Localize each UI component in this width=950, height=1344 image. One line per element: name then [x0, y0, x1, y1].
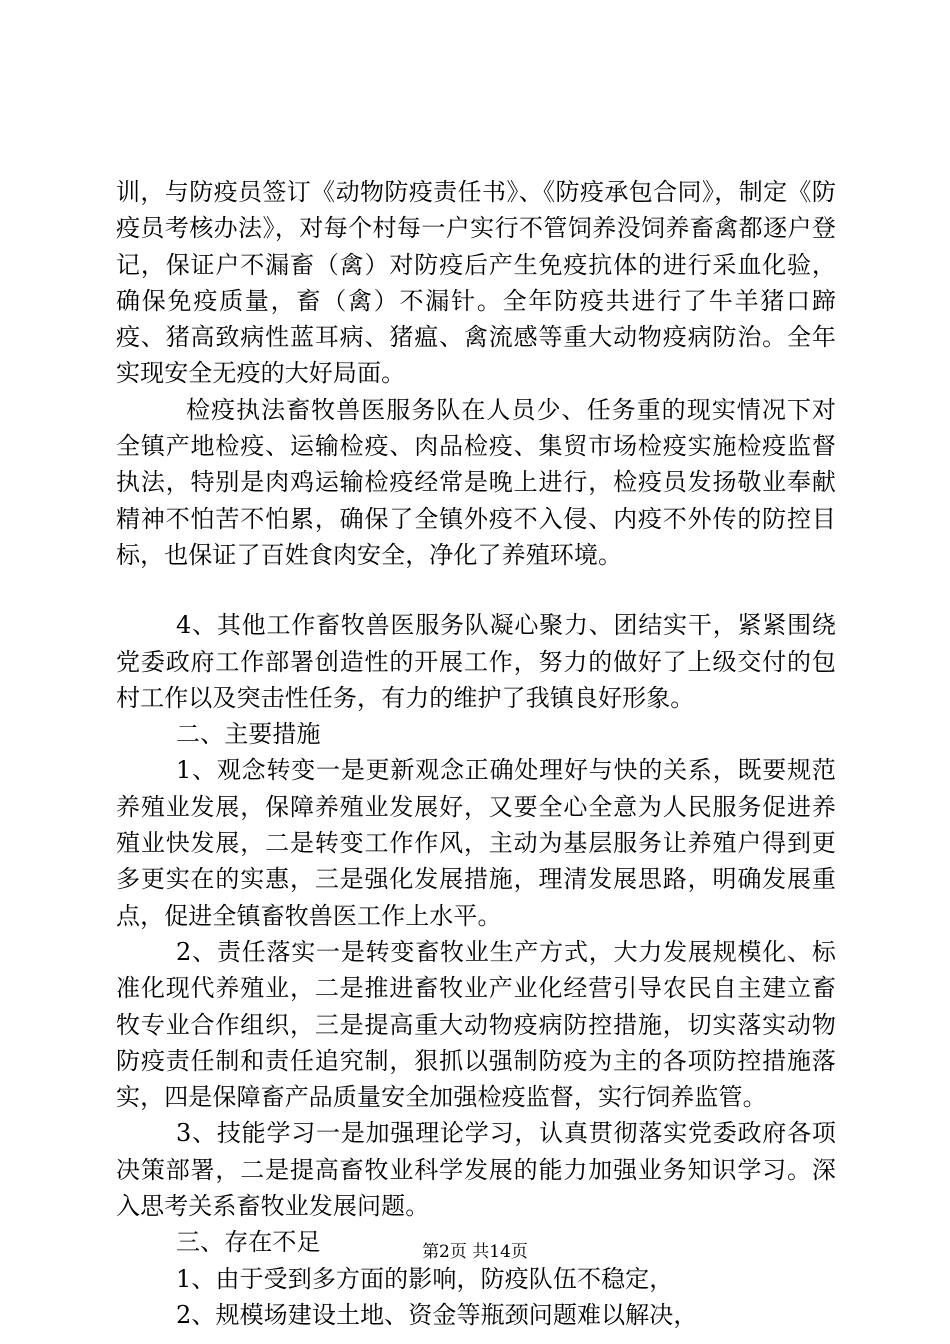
paragraph-quarantine-enforcement: 检疫执法畜牧兽医服务队在人员少、任务重的现实情况下对全镇产地检疫、运输检疫、肉品检疫、集贸市场检疫实施检疫监督执法，特别是肉鸡运输检疫经常是晚上进行，检疫员发扬敬业奉献精神不怕苦不怕累，确保了全镇外疫不入侵、内疫不外传的防控目标，也保证了百姓食肉安全，净化了养殖环境。 — [116, 395, 836, 569]
paragraph-measure-skill-learning: 3、技能学习一是加强理论学习，认真贯彻落实党委政府各项决策部署，二是提高畜牧业科学发展的能力加强业务知识学习。深入思考关系畜牧业发展问题。 — [116, 1119, 836, 1221]
paragraph-other-work: 4、其他工作畜牧兽医服务队凝心聚力、团结实干，紧紧围绕党委政府工作部署创造性的开展工作，努力的做好了上级交付的包村工作以及突击性任务，有力的维护了我镇良好形象。 — [116, 611, 836, 712]
document-body — [116, 174, 836, 1333]
paragraph-measure-concept-change: 1、观念转变一是更新观念正确处理好与快的关系，既要规范养殖业发展，保障养殖业发展好，又要全心全意为人民服务促进养殖业快发展，二是转变工作作风，主动为基层服务让养殖户得到更多更实在的实惠，三是强化发展措施，理清发展思路，明确发展重点，促进全镇畜牧兽医工作上水平。 — [116, 756, 836, 930]
section-heading-main-measures: 二、主要措施 — [176, 720, 321, 749]
paragraph-shortcoming-2: 2、规模场建设土地、资金等瓶颈问题难以解决， — [176, 1300, 698, 1329]
paragraph-measure-responsibility: 2、责任落实一是转变畜牧业生产方式，大力发展规模化、标准化现代养殖业，二是推进畜牧业产业化经营引导农民自主建立畜牧专业合作组织，三是提高重大动物疫病防控措施，切实落实动物防疫责任制和责任追究制，狠抓以强制防疫为主的各项防控措施落实，四是保障畜产品质量安全加强检疫监督，实行饲养监管。 — [116, 937, 836, 1112]
page-number-footer: 第2页 共14页 — [422, 1242, 528, 1262]
paragraph-shortcoming-1: 1、由于受到多方面的影响，防疫队伍不稳定， — [176, 1264, 674, 1293]
paragraph-gap — [116, 573, 836, 607]
section-heading-shortcomings: 三、存在不足 — [176, 1228, 321, 1257]
paragraph-continued-training: 训，与防疫员签订《动物防疫责任书》、《防疫承包合同》，制定《防疫员考核办法》，对每个村每一户实行不管饲养没饲养畜禽都逐户登记，保证户不漏畜（禽）对防疫后产生免疫抗体的进行采血化验，确保免疫质量，畜（禽）不漏针。全年防疫共进行了牛羊猪口蹄疫、猪高致病性蓝耳病、猪瘟、禽流感等重大动物疫病防治。全年实现安全无疫的大好局面。 — [116, 178, 836, 388]
